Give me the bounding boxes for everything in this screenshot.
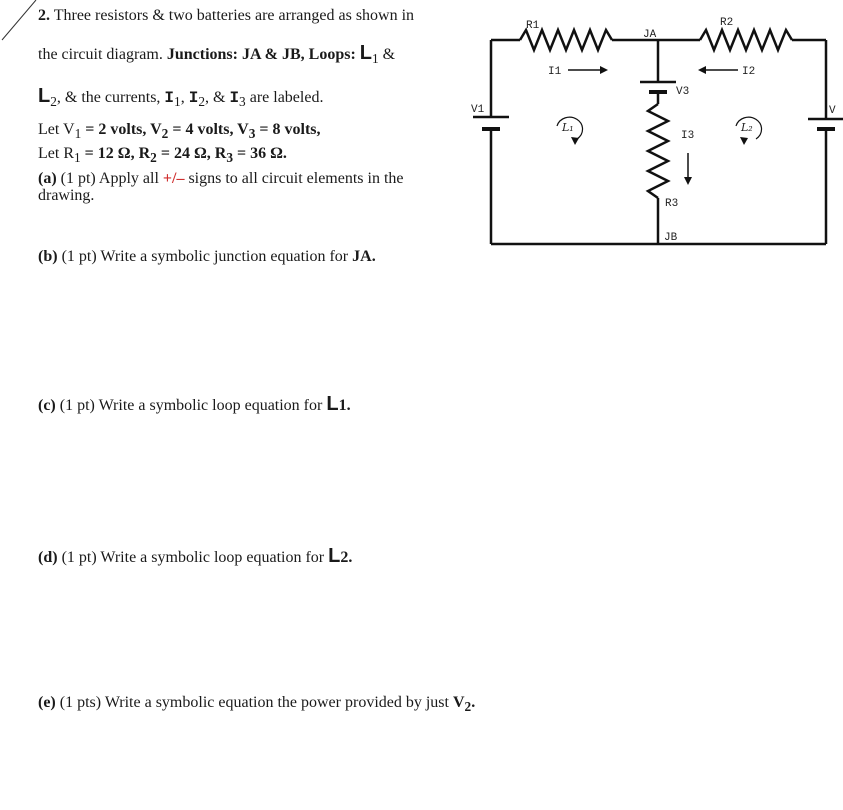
currents-text: , & the currents, <box>56 89 161 107</box>
part-e-end: . <box>471 694 476 711</box>
i1-label: I1 <box>548 66 562 78</box>
current-i3-sub: 3 <box>239 94 246 110</box>
part-d <box>38 545 458 567</box>
part-e-target-sub: 2 <box>464 699 472 715</box>
part-b-target: JA <box>352 248 372 265</box>
intro-text-a: Three resistors & two batteries are arranged as shown in <box>53 7 415 24</box>
loop2-label: L₂ <box>741 121 753 134</box>
amp-symbol: & <box>382 46 396 63</box>
v-values-2: = 4 volts, V <box>172 121 249 139</box>
part-a-text-b: signs to all circuit elements in the drawing. <box>38 170 404 204</box>
part-e-text: Write a symbolic equation the power provided by just <box>104 694 449 711</box>
part-a-text-a: Apply all <box>98 170 159 187</box>
loop1-label: L₁ <box>562 121 574 134</box>
current-i3: I <box>229 89 240 108</box>
i2-label: I2 <box>742 66 756 78</box>
v2-label: V <box>829 105 836 117</box>
loop1-subscript: 1 <box>371 51 379 67</box>
part-e-points: (1 pts) <box>59 694 102 711</box>
part-b-text: Write a symbolic junction equation for <box>100 248 349 265</box>
v-values-1: = 2 volts, V <box>85 121 162 139</box>
part-c <box>38 393 458 415</box>
part-c-end: . <box>346 397 351 414</box>
circuit-diagram <box>450 0 843 260</box>
r3-label: R3 <box>665 198 679 210</box>
r-values-1: = 12 Ω, R <box>84 144 151 162</box>
loop2-subscript: 2 <box>50 94 57 110</box>
r2-resistor <box>700 30 792 50</box>
r-values-2: = 24 Ω, R <box>160 144 227 162</box>
current-i2-sub: 2 <box>198 94 205 110</box>
i3-arrow-head <box>684 177 692 185</box>
part-e-label: (e) <box>38 694 56 711</box>
part-b <box>38 248 458 265</box>
r2-label: R2 <box>720 17 734 29</box>
part-b-end: . <box>371 248 376 265</box>
v-values-3: = 8 volts, <box>259 121 321 139</box>
currents-end: are labeled. <box>249 89 324 107</box>
current-i2: I <box>188 89 199 108</box>
part-c-target-sub: 1 <box>338 397 347 414</box>
part-c-target: L <box>326 393 339 415</box>
loop2-arc-head <box>740 137 748 145</box>
let-r: Let R <box>38 144 74 162</box>
current-i1-sub: 1 <box>174 94 181 110</box>
junctions-label: Junctions: <box>166 46 238 63</box>
part-e <box>38 694 558 715</box>
junctions-value: JA & JB, Loops: <box>241 46 356 63</box>
question-intro: 2. Three resistors & two batteries are arranged as shown in the circuit diagram. Junctions: JA & JB, Loops: $L_1$ & $L_2$, & the currents, $I_1$, $I_2$, & $I_3$ are labeled. Let $V_1 = 2$ volts, $V_2 = 4$ volts, $V_3 = 8$ volts, Let $R_1 = 12$ Ω, $R_2 = 24$ Ω, $R_3 = 36$ Ω. <box>38 7 415 165</box>
part-d-text: Write a symbolic loop equation for <box>100 549 325 566</box>
part-d-target-sub: 2 <box>340 549 349 566</box>
part-c-points: (1 pt) <box>59 397 95 414</box>
i2-arrow-head <box>698 66 706 74</box>
r-values-3: = 36 Ω. <box>236 144 287 162</box>
loop1-arc-head <box>571 137 579 145</box>
ja-label: JA <box>643 29 657 41</box>
part-b-label: (b) <box>38 248 58 265</box>
part-d-end: . <box>348 549 353 566</box>
part-d-target: L <box>328 545 341 567</box>
part-a-points: (1 pt) <box>60 170 96 187</box>
current-i1: I <box>164 89 175 108</box>
corner-slash-line <box>0 0 40 50</box>
i1-arrow-head <box>600 66 608 74</box>
loop2-symbol: L <box>38 85 51 108</box>
let-v: Let V <box>38 121 75 139</box>
jb-label: JB <box>664 232 678 244</box>
question-number: 2. <box>38 7 50 24</box>
part-d-label: (d) <box>38 549 58 566</box>
r3-resistor <box>648 104 668 198</box>
v1-label: V1 <box>471 104 485 116</box>
part-b-points: (1 pt) <box>61 248 97 265</box>
i3-label: I3 <box>681 130 695 142</box>
loop1-symbol: L <box>359 42 372 64</box>
part-a <box>38 170 458 204</box>
part-a-plus-minus: +/– <box>162 170 185 187</box>
intro-text-b: the circuit diagram. <box>38 46 163 63</box>
part-e-target: V <box>452 694 465 711</box>
part-a-label: (a) <box>38 170 57 187</box>
v3-label: V3 <box>676 86 690 98</box>
part-c-text: Write a symbolic loop equation for <box>98 397 323 414</box>
r1-resistor <box>520 30 612 50</box>
part-c-label: (c) <box>38 397 56 414</box>
part-d-points: (1 pt) <box>61 549 97 566</box>
r1-label: R1 <box>526 20 540 32</box>
